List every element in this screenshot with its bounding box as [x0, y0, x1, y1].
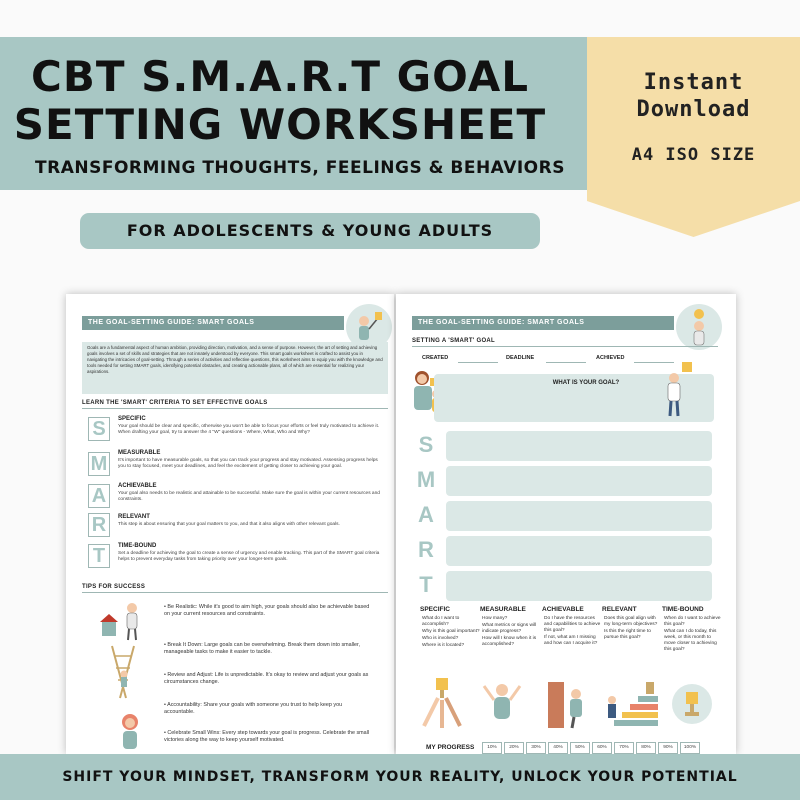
goal-question: WHAT IS YOUR GOAL? [552, 380, 620, 386]
subtitle: TRANSFORMING THOUGHTS, FEELINGS & BEHAVIORS [35, 158, 565, 178]
criterion-body: Set a deadline for achieving the goal to create a sense of urgency and enable tracking. This part of the SMART goal criteria helps to prevent everyday tasks from taking priority over your longer-term goals. [118, 551, 380, 562]
column-questions: Do I have the resources and capabilities to achieve this goal? If not, what am I missing and how can I acquire it? [544, 616, 601, 646]
setting-subheading: SETTING A 'SMART' GOAL [412, 338, 496, 344]
ladder-illustration [104, 644, 144, 705]
criterion-body: This step is about ensuring that your goal matters to you, and that it also aligns with other relevant goals. [118, 522, 340, 527]
column-title: MEASURABLE [480, 606, 526, 613]
letter-r: R [88, 513, 110, 537]
tip-item: • Accountability: Share your goals with someone you trust to help keep you accountable. [164, 702, 374, 716]
progress-cell[interactable]: 70% [614, 742, 634, 754]
intro-paragraph: Goals are a fundamental aspect of human ambition, providing direction, motivation, and a sense of purpose. However, the art of setting and achieving goals involves a set of skills and strategies that are not innately understood by everyone. This smart goals worksheet is crafted to assist you in navigating the intricacies of goal-setting. Through a series of activities and reflective questions, this worksheet aims to equip you with the knowledge and tools needed for setting SMART goals, identifying potential obstacles, and creating actionable plans, all of which are essential for realizing your aspirations. [82, 342, 388, 394]
letter-m: M [88, 452, 110, 476]
letter-s: S [88, 417, 110, 441]
smart-letter-m: M [416, 467, 436, 492]
progress-cell[interactable]: 80% [636, 742, 656, 754]
criterion-title: ACHIEVABLE [118, 483, 157, 489]
letter-a: A [88, 484, 110, 508]
person-illustration [96, 600, 150, 647]
criterion-title: TIME-BOUND [118, 543, 157, 549]
progress-cell[interactable]: 90% [658, 742, 678, 754]
specific-input-row[interactable] [446, 431, 712, 461]
criterion-body: Your goal also needs to be realistic and attainable to be successful. Make sure the goal is within your current resources and constraints. [118, 491, 380, 502]
achieved-label: ACHIEVED [596, 355, 625, 361]
woman-illustration [110, 710, 150, 754]
criterion-title: RELEVANT [118, 514, 150, 520]
trophy-man-illustration [658, 360, 698, 425]
progress-cell[interactable]: 20% [504, 742, 524, 754]
criterion-body: It's important to have measurable goals, so that you can track your progress and stay motivated. Assessing progress helps you to stay focused, meet your deadlines, and feel the excitement of getting closer to achieving your goal. [118, 458, 378, 469]
criterion-body: Your goal should be clear and specific, otherwise you won't be able to focus your efforts or feel truly motivated to achieve it. When drafting your goal, try to answer the 4 "W" questions - Where, What, Who and Why? [118, 424, 380, 435]
left-worksheet-page [66, 294, 394, 754]
wall-breaking-illustration [546, 678, 592, 735]
divider [82, 592, 388, 593]
tip-item: • Review and Adjust: Life is unpredictable. It's okay to review and adjust your goals as circumstances change. [164, 672, 374, 686]
progress-cell[interactable]: 60% [592, 742, 612, 754]
column-questions: What do I want to accomplish? Why is this goal important? Who is involved? Where is it located? [422, 616, 480, 648]
progress-label: MY PROGRESS [426, 744, 475, 751]
deadline-label: DEADLINE [506, 355, 535, 361]
badge-size: A4 ISO SIZE [631, 145, 756, 165]
download-badge [587, 37, 800, 237]
progress-cell[interactable]: 10% [482, 742, 502, 754]
achievable-input-row[interactable] [446, 501, 712, 531]
tip-item: • Break It Down: Large goals can be overwhelming. Break them down into smaller, manageable tasks to make it easier to tackle. [164, 642, 374, 656]
criteria-heading: LEARN THE 'SMART' CRITERIA TO SET EFFECTIVE GOALS [82, 400, 268, 406]
divider [82, 408, 388, 409]
column-title: SPECIFIC [420, 606, 450, 613]
tips-heading: TIPS FOR SUCCESS [82, 584, 146, 590]
award-illustration [672, 684, 712, 724]
created-line [458, 362, 498, 363]
deadline-line [546, 362, 586, 363]
progress-cell[interactable]: 100% [680, 742, 700, 754]
column-title: RELEVANT [602, 606, 637, 613]
title-line-1: CBT S.M.A.R.T GOAL [31, 52, 529, 101]
tip-item: • Celebrate Small Wins: Every step towards your goal is progress. Celebrate the small victories along the way to keep yourself motivated. [164, 730, 374, 744]
created-label: CREATED [422, 355, 449, 361]
stairs-climber-illustration [604, 674, 660, 735]
left-page-heading: THE GOAL-SETTING GUIDE: SMART GOALS [82, 316, 344, 330]
relevant-input-row[interactable] [446, 536, 712, 566]
letter-t: T [88, 544, 110, 568]
progress-cell[interactable]: 40% [548, 742, 568, 754]
badge-line-2: Download [636, 97, 751, 122]
right-worksheet-page [396, 294, 736, 754]
tip-item: • Be Realistic: While it's good to aim high, your goals should also be achievable based on your current resources and constraints. [164, 604, 374, 618]
time-bound-input-row[interactable] [446, 571, 712, 601]
column-questions: How many? What metrics or signs will indicate progress? How will I know when it is accomplished? [482, 616, 537, 647]
column-title: TIME-BOUND [662, 606, 704, 613]
tagline-footer: SHIFT YOUR MINDSET, TRANSFORM YOUR REALITY, UNLOCK YOUR POTENTIAL [0, 754, 800, 800]
criterion-title: MEASURABLE [118, 450, 161, 456]
badge-line-1: Instant [643, 70, 744, 95]
column-questions: Does this goal align with my long-term objectives? Is this the right time to pursue this goal? [604, 616, 658, 640]
trophy-hands-illustration [414, 674, 470, 735]
column-questions: When do I want to achieve this goal? What can I do today, this week, or this month to move closer to achieving this goal? [664, 616, 721, 652]
column-title: ACHIEVABLE [542, 606, 584, 613]
right-page-heading: THE GOAL-SETTING GUIDE: SMART GOALS [412, 316, 674, 330]
smart-letter-t: T [419, 572, 433, 597]
progress-cell[interactable]: 30% [526, 742, 546, 754]
smart-letter-a: A [418, 502, 434, 527]
audience-pill: FOR ADOLESCENTS & YOUNG ADULTS [80, 213, 540, 249]
criterion-title: SPECIFIC [118, 416, 146, 422]
measurable-input-row[interactable] [446, 466, 712, 496]
smart-letter-r: R [418, 537, 434, 562]
idea-illustration [676, 304, 722, 350]
title-line-2: SETTING WORKSHEET [13, 100, 547, 149]
progress-cell[interactable]: 50% [570, 742, 590, 754]
smart-letter-s: S [418, 432, 434, 457]
cheering-man-illustration [480, 678, 524, 735]
divider [412, 346, 718, 347]
